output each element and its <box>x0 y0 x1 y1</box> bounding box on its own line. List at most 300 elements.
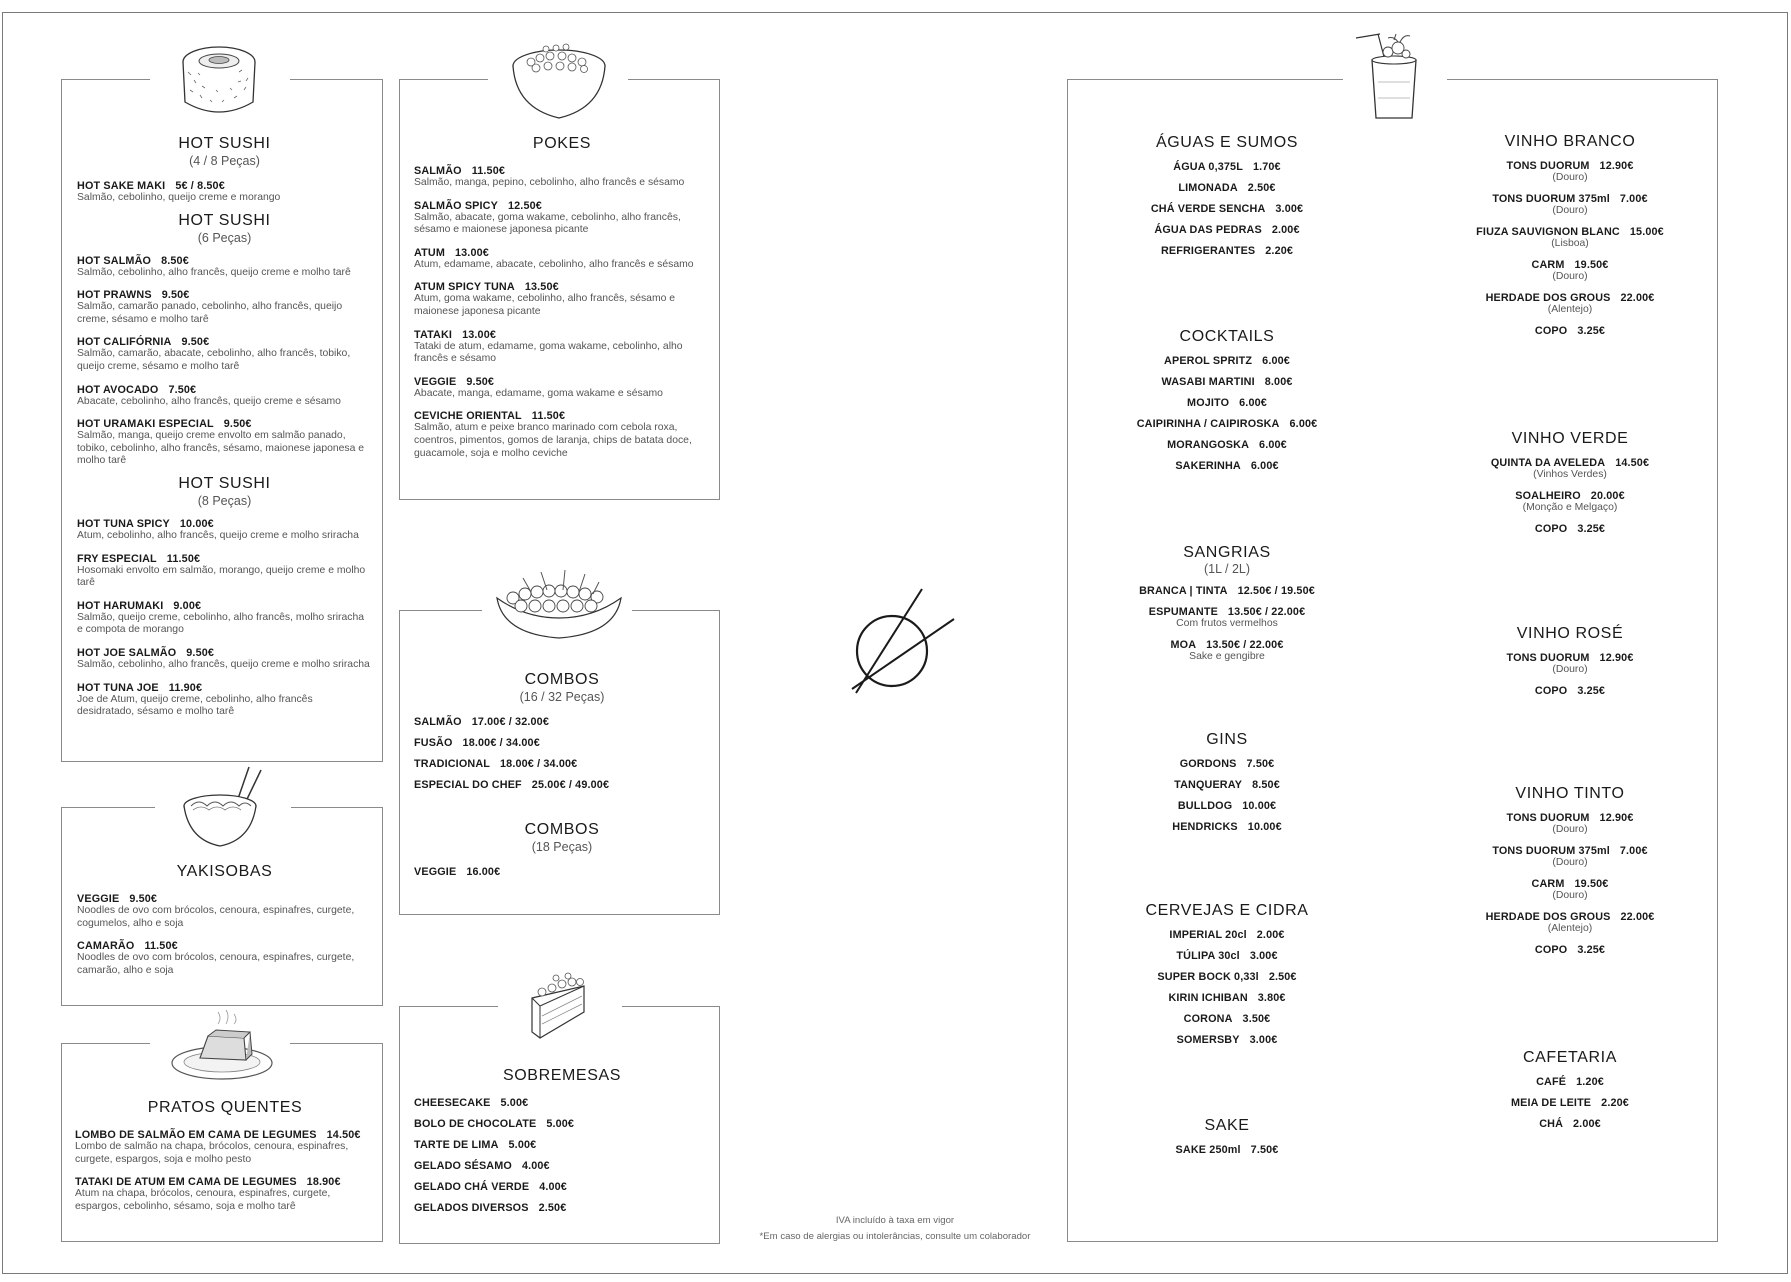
section-title: COMBOS <box>524 821 600 838</box>
item-price: 2.00€ <box>1573 1118 1601 1130</box>
item-name: CHÁ <box>1539 1118 1564 1130</box>
section-title: HOT SUSHI <box>178 211 271 229</box>
section-title: GINS <box>1206 731 1248 748</box>
item-description: Salmão, atum e peixe branco marinado com cebola roxa, coentros, pimentos, gomos de laranja, chips de batata doce, guacamole, soja e molho ceviche <box>414 422 692 459</box>
item-name: COPO <box>1534 523 1568 535</box>
menu-item <box>1450 1076 1690 1088</box>
item-price: 2.00€ <box>1256 929 1285 941</box>
menu-item <box>1107 397 1347 409</box>
cake-slice-icon <box>526 972 590 1044</box>
item-price: 14.50€ <box>326 1129 361 1141</box>
section-title: CAFETARIA <box>1522 1049 1617 1066</box>
noodle-bowl-icon <box>177 764 272 854</box>
menu-item <box>77 940 372 977</box>
tax-note: IVA incluído à taxa em vigor <box>835 1215 955 1226</box>
menu-item <box>414 779 710 791</box>
section-title: HOT SUSHI <box>178 135 271 152</box>
item-price: 7.00€ <box>1619 193 1648 205</box>
item-name: TONS DUORUM 375ml <box>1492 845 1610 857</box>
poke-bowl-icon <box>506 38 612 124</box>
section-subtitle: (6 Peças) <box>197 230 252 245</box>
menu-item <box>414 165 710 190</box>
menu-item <box>1107 758 1347 770</box>
menu-item <box>77 289 372 326</box>
menu-item <box>414 200 710 237</box>
item-description: Atum, edamame, abacate, cebolinho, alho francês e sésamo <box>414 258 694 270</box>
sushi-roll-icon <box>172 40 266 122</box>
item-price: 2.50€ <box>1247 182 1276 194</box>
item-price: 3.00€ <box>1275 203 1304 215</box>
item-price: 3.80€ <box>1257 992 1286 1004</box>
menu-item <box>414 410 710 460</box>
menu-item <box>1107 1013 1347 1025</box>
item-price: 6.00€ <box>1289 418 1318 430</box>
item-name: SALMÃO <box>414 165 462 177</box>
menu-item <box>1450 812 1690 824</box>
item-description: Salmão, cebolinho, alho francês, queijo creme e molho sriracha <box>77 658 370 670</box>
hot-sushi-panel <box>61 79 383 762</box>
pokes-panel <box>399 79 720 500</box>
section-title: COMBOS <box>524 671 600 688</box>
item-name: COPO <box>1534 944 1568 956</box>
menu-item <box>77 647 372 672</box>
item-price: 13.00€ <box>462 328 497 341</box>
menu-item <box>1450 523 1690 535</box>
item-name: GORDONS <box>1179 758 1237 770</box>
item-price: 18.90€ <box>306 1176 341 1189</box>
menu-item <box>414 737 710 749</box>
item-description: Joe de Atum, queijo creme, cebolinho, alho francês desidratado, sésamo e molho tarê <box>77 693 313 718</box>
item-description: Atum, cebolinho, alho francês, queijo creme e molho sriracha <box>77 529 359 541</box>
menu-item <box>414 1181 710 1193</box>
menu-item <box>414 376 710 401</box>
item-price: 3.00€ <box>1249 950 1278 962</box>
item-description: Salmão, queijo creme, cebolinho, alho francês, molho sriracha e compota de morango <box>77 611 365 636</box>
item-name: FIUZA SAUVIGNON BLANC <box>1476 226 1620 238</box>
item-name: CEVICHE ORIENTAL <box>414 410 522 423</box>
item-name: SAKERINHA <box>1175 460 1241 472</box>
menu-item <box>1450 160 1690 172</box>
menu-item <box>414 1097 710 1109</box>
item-price: 3.50€ <box>1242 1013 1271 1025</box>
item-description: Salmão, manga, pepino, cebolinho, alho francês e sésamo <box>414 177 685 188</box>
menu-item <box>1107 161 1347 173</box>
item-note: (Douro) <box>1552 205 1588 216</box>
menu-item <box>1450 259 1690 271</box>
menu-item <box>1107 224 1347 236</box>
menu-item <box>1107 203 1347 215</box>
item-description: Salmão, cebolinho, alho francês, queijo creme e molho tarê <box>77 266 351 278</box>
item-price: 12.50€ / 19.50€ <box>1237 585 1315 597</box>
item-name: HOT URAMAKI ESPECIAL <box>77 418 214 431</box>
hot-dish-icon <box>168 1008 276 1088</box>
menu-item <box>1450 652 1690 664</box>
item-name: REFRIGERANTES <box>1160 245 1256 257</box>
menu-item <box>414 281 710 318</box>
item-note: Sake e gengibre <box>1189 651 1265 662</box>
menu-item <box>1107 1144 1347 1156</box>
menu-item <box>414 1160 710 1172</box>
menu-item <box>414 1118 710 1130</box>
section-title: SOBREMESAS <box>502 1067 622 1084</box>
item-name: HOT SALMÃO <box>77 254 152 267</box>
item-name: VEGGIE <box>414 375 457 388</box>
item-name: WASABI MARTINI <box>1161 376 1255 388</box>
item-name: HOT TUNA JOE <box>77 681 159 694</box>
menu-item <box>75 1129 375 1166</box>
item-price: 5€ / 8.50€ <box>175 180 225 192</box>
item-price: 8.00€ <box>1264 376 1293 388</box>
item-price: 13.00€ <box>454 246 489 259</box>
item-price: 11.50€ <box>144 940 178 953</box>
item-note: (Douro) <box>1552 857 1588 868</box>
item-name: CAIPIRINHA / CAIPIROSKA <box>1136 418 1280 430</box>
item-note: Com frutos vermelhos <box>1176 618 1278 629</box>
chopsticks-logo-icon <box>846 585 958 697</box>
item-name: HOT HARUMAKI <box>77 599 164 612</box>
menu-item <box>1450 878 1690 890</box>
menu-item <box>1450 226 1690 238</box>
item-price: 7.50€ <box>1246 758 1275 770</box>
item-price: 3.25€ <box>1577 944 1606 956</box>
menu-item <box>1107 1034 1347 1046</box>
item-price: 22.00€ <box>1620 911 1655 923</box>
item-description: Tataki de atum, edamame, goma wakame, cebolinho, alho francês e sésamo <box>414 340 683 365</box>
item-price: 15.00€ <box>1629 226 1664 238</box>
section-title: POKES <box>532 135 592 152</box>
item-name: SALMÃO SPICY <box>414 199 498 212</box>
item-name: TRADICIONAL <box>414 758 491 770</box>
item-note: (Douro) <box>1552 890 1588 901</box>
item-price: 9.50€ <box>186 646 215 659</box>
menu-item <box>414 247 710 272</box>
menu-item <box>414 1202 710 1214</box>
item-name: COPO <box>1534 685 1568 697</box>
item-name: GELADOS DIVERSOS <box>414 1202 529 1214</box>
menu-item <box>77 600 372 637</box>
allergy-note: *Em caso de alergias ou intolerâncias, consulte um colaborador <box>759 1231 1031 1242</box>
menu-item <box>1107 245 1347 257</box>
item-description: Salmão, camarão panado, cebolinho, alho francês, queijo creme, sésamo e molho tarê <box>77 301 343 325</box>
combo-platter-icon <box>493 558 625 642</box>
item-name: TONS DUORUM <box>1506 812 1590 824</box>
item-price: 25.00€ / 49.00€ <box>531 779 610 791</box>
item-name: ÁGUA DAS PEDRAS <box>1154 224 1262 236</box>
item-name: TATAKI <box>414 328 453 341</box>
item-price: 3.00€ <box>1249 1034 1278 1046</box>
item-price: 20.00€ <box>1590 490 1625 502</box>
menu-item <box>1107 639 1347 651</box>
item-name: HOT SAKE MAKI <box>77 180 166 192</box>
menu-item <box>1107 800 1347 812</box>
section-title: PRATOS QUENTES <box>147 1099 303 1116</box>
menu-item <box>1107 355 1347 367</box>
item-price: 12.90€ <box>1599 812 1634 824</box>
section-title: HOT SUSHI <box>178 474 271 492</box>
item-price: 9.50€ <box>181 336 210 349</box>
item-price: 3.25€ <box>1577 523 1606 535</box>
item-name: CARM <box>1531 878 1565 890</box>
item-price: 11.50€ <box>471 165 506 177</box>
item-name: ESPUMANTE <box>1148 606 1218 618</box>
item-note: (Vinhos Verdes) <box>1533 469 1607 480</box>
item-price: 17.00€ / 32.00€ <box>471 716 549 728</box>
item-name: ATUM SPICY TUNA <box>414 281 515 294</box>
item-name: FUSÃO <box>414 737 453 749</box>
item-price: 11.50€ <box>166 552 201 565</box>
menu-item <box>1107 606 1347 618</box>
menu-item <box>414 866 710 878</box>
item-description: Salmão, camarão, abacate, cebolinho, alho francês, tobiko, queijo creme, sésamo e molho tarê <box>77 348 351 372</box>
item-price: 19.50€ <box>1574 878 1609 890</box>
section-subtitle: (8 Peças) <box>197 493 252 508</box>
section-subtitle: (18 Peças) <box>531 840 593 854</box>
item-note: (Douro) <box>1552 271 1588 282</box>
item-name: TÚLIPA 30cl <box>1176 950 1240 962</box>
item-name: FRY ESPECIAL <box>77 552 157 565</box>
item-name: TATAKI DE ATUM EM CAMA DE LEGUMES <box>75 1176 297 1189</box>
menu-item <box>1107 950 1347 962</box>
item-price: 9.50€ <box>129 893 158 905</box>
menu-item <box>77 180 372 205</box>
item-price: 6.00€ <box>1259 439 1287 451</box>
item-note: (Monção e Melgaço) <box>1522 502 1618 513</box>
menu-item <box>77 336 372 373</box>
item-price: 10.00€ <box>1247 821 1282 833</box>
item-name: CAMARÃO <box>77 940 135 953</box>
item-price: 9.50€ <box>161 289 190 302</box>
item-note: (Douro) <box>1552 172 1588 183</box>
section-subtitle: (1L / 2L) <box>1203 562 1251 576</box>
item-price: 9.00€ <box>173 599 202 612</box>
menu-item <box>1107 821 1347 833</box>
menu-item <box>75 1176 375 1213</box>
menu-item <box>1107 182 1347 194</box>
item-name: QUINTA DA AVELEDA <box>1490 457 1606 469</box>
item-price: 1.70€ <box>1252 161 1281 173</box>
item-price: 7.50€ <box>168 383 197 396</box>
item-description: Hosomaki envolto em salmão, morango, queijo creme e molho tarê <box>77 564 366 589</box>
item-price: 3.25€ <box>1577 325 1606 337</box>
menu-item <box>77 553 372 590</box>
menu-item <box>1450 911 1690 923</box>
menu-item <box>77 384 372 409</box>
item-name: APEROL SPRITZ <box>1164 355 1253 367</box>
item-name: TONS DUORUM <box>1506 652 1590 664</box>
item-name: TONS DUORUM <box>1506 160 1590 172</box>
item-price: 10.00€ <box>1242 800 1277 812</box>
item-price: 11.90€ <box>168 681 203 694</box>
item-name: LIMONADA <box>1178 182 1238 194</box>
item-name: MEIA DE LEITE <box>1511 1097 1592 1109</box>
menu-item <box>1107 376 1347 388</box>
item-description: Noodles de ovo com brócolos, cenoura, espinafres, curgete, cogumelos, alho e soja <box>77 905 355 929</box>
menu-item <box>1450 1097 1690 1109</box>
combos-panel <box>399 610 720 915</box>
item-price: 2.20€ <box>1265 245 1294 257</box>
item-price: 13.50€ / 22.00€ <box>1227 606 1306 618</box>
item-name: MORANGOSKA <box>1167 439 1250 451</box>
item-name: HOT JOE SALMÃO <box>77 646 177 659</box>
item-name: HERDADE DOS GROUS <box>1485 911 1611 923</box>
item-price: 13.50€ / 22.00€ <box>1206 639 1284 651</box>
item-price: 3.25€ <box>1577 685 1606 697</box>
item-price: 5.00€ <box>546 1118 575 1130</box>
item-name: GELADO SÉSAMO <box>414 1160 512 1172</box>
item-price: 12.90€ <box>1599 160 1634 172</box>
item-name: SALMÃO <box>414 716 462 728</box>
item-price: 2.20€ <box>1601 1097 1629 1109</box>
menu-item <box>414 329 710 366</box>
item-description: Atum, goma wakame, cebolinho, alho francês, sésamo e maionese japonesa picante <box>414 293 676 317</box>
menu-item <box>1450 685 1690 697</box>
item-description: Salmão, abacate, goma wakame, cebolinho, alho francês, sésamo e maionese japonesa picante <box>414 211 681 236</box>
menu-item <box>1450 292 1690 304</box>
item-name: HOT AVOCADO <box>77 383 159 396</box>
menu-item <box>1107 779 1347 791</box>
menu-item <box>1450 1118 1690 1130</box>
item-name: ATUM <box>414 246 445 259</box>
item-description: Atum na chapa, brócolos, cenoura, espinafres, curgete, espargos, cebolinho, sésamo, soja e molho tarê <box>75 1188 331 1212</box>
item-description: Noodles de ovo com brócolos, cenoura, espinafres, curgete, camarão, alho e soja <box>77 952 355 976</box>
item-name: HOT TUNA SPICY <box>77 517 170 530</box>
item-price: 7.00€ <box>1619 845 1648 857</box>
item-name: CARM <box>1531 259 1565 271</box>
item-price: 13.50€ <box>524 281 559 294</box>
section-title: CERVEJAS E CIDRA <box>1145 902 1309 919</box>
menu-item <box>77 682 372 719</box>
item-price: 6.00€ <box>1262 355 1290 367</box>
item-note: (Lisboa) <box>1551 238 1589 249</box>
item-price: 16.00€ <box>466 866 501 878</box>
item-name: BOLO DE CHOCOLATE <box>414 1118 537 1130</box>
section-title: VINHO ROSÉ <box>1516 625 1624 642</box>
item-name: IMPERIAL 20cl <box>1169 929 1247 941</box>
item-price: 7.50€ <box>1250 1144 1279 1156</box>
item-name: TONS DUORUM 375ml <box>1492 193 1610 205</box>
item-name: SUPER BOCK 0,33l <box>1157 971 1259 983</box>
menu-item <box>77 255 372 280</box>
item-name: MOA <box>1170 639 1197 651</box>
menu-item <box>1107 929 1347 941</box>
item-price: 6.00€ <box>1239 397 1267 409</box>
menu-item <box>1450 845 1690 857</box>
item-price: 2.50€ <box>1268 971 1297 983</box>
item-price: 10.00€ <box>179 517 214 530</box>
item-price: 9.50€ <box>223 418 252 431</box>
section-title: YAKISOBAS <box>176 863 273 880</box>
item-price: 12.50€ <box>507 199 542 212</box>
menu-item <box>414 1139 710 1151</box>
item-name: HENDRICKS <box>1172 821 1238 833</box>
item-name: CHEESECAKE <box>414 1097 491 1109</box>
item-price: 4.00€ <box>521 1160 550 1172</box>
item-description: Abacate, manga, edamame, goma wakame e sésamo <box>414 387 663 399</box>
item-price: 18.00€ / 34.00€ <box>500 758 578 770</box>
cocktail-glass-icon <box>1354 32 1434 124</box>
item-price: 5.00€ <box>500 1097 529 1109</box>
menu-item <box>1107 439 1347 451</box>
item-name: VEGGIE <box>77 893 120 905</box>
menu-item <box>1107 418 1347 430</box>
item-price: 12.90€ <box>1599 652 1634 664</box>
item-name: TARTE DE LIMA <box>414 1139 499 1151</box>
menu-item <box>1107 585 1347 597</box>
item-price: 18.00€ / 34.00€ <box>462 737 540 749</box>
menu-item <box>1450 944 1690 956</box>
section-subtitle: (16 / 32 Peças) <box>519 690 605 704</box>
menu-item <box>77 893 372 930</box>
item-price: 4.00€ <box>539 1181 567 1193</box>
item-price: 6.00€ <box>1250 460 1279 472</box>
item-note: (Douro) <box>1552 664 1588 675</box>
item-name: TANQUERAY <box>1174 779 1243 791</box>
item-price: 14.50€ <box>1615 457 1650 469</box>
item-name: ESPECIAL DO CHEF <box>414 779 522 791</box>
item-name: LOMBO DE SALMÃO EM CAMA DE LEGUMES <box>75 1129 317 1141</box>
item-price: 8.50€ <box>161 254 189 267</box>
section-title: VINHO BRANCO <box>1504 133 1636 150</box>
menu-item <box>1450 457 1690 469</box>
item-name: CAFÉ <box>1536 1076 1567 1088</box>
item-name: VEGGIE <box>414 866 457 878</box>
item-price: 2.00€ <box>1271 224 1300 236</box>
item-note: (Douro) <box>1552 824 1588 835</box>
section-subtitle: (4 / 8 Peças) <box>189 154 260 168</box>
item-note: (Alentejo) <box>1547 304 1593 315</box>
item-name: SAKE 250ml <box>1175 1144 1241 1156</box>
item-name: COPO <box>1534 325 1568 337</box>
item-description: Abacate, cebolinho, alho francês, queijo creme e sésamo <box>77 395 341 407</box>
menu-item <box>1107 992 1347 1004</box>
item-name: GELADO CHÁ VERDE <box>414 1181 530 1193</box>
item-description: Salmão, manga, queijo creme envolto em salmão panado, tobiko, cebolinho, alho francês, sésamo, maionese japonesa e molho tarê <box>77 430 365 467</box>
menu-item <box>1107 460 1347 472</box>
item-price: 9.50€ <box>466 375 495 388</box>
item-name: SOALHEIRO <box>1515 490 1581 502</box>
section-title: VINHO TINTO <box>1515 785 1625 802</box>
section-title: SAKE <box>1204 1117 1250 1134</box>
menu-item <box>1450 193 1690 205</box>
item-name: HOT CALIFÓRNIA <box>77 336 172 349</box>
item-name: BRANCA | TINTA <box>1139 585 1228 597</box>
section-title: VINHO VERDE <box>1511 430 1629 447</box>
item-name: KIRIN ICHIBAN <box>1168 992 1248 1004</box>
item-note: (Alentejo) <box>1547 923 1593 934</box>
section-title: ÁGUAS E SUMOS <box>1155 134 1299 151</box>
item-price: 5.00€ <box>508 1139 537 1151</box>
item-name: ÁGUA 0,375L <box>1173 161 1243 173</box>
item-price: 11.50€ <box>531 410 566 423</box>
item-price: 2.50€ <box>538 1202 567 1214</box>
item-name: HERDADE DOS GROUS <box>1485 292 1611 304</box>
item-name: CHÁ VERDE SENCHA <box>1150 203 1266 215</box>
item-price: 22.00€ <box>1620 292 1655 304</box>
item-description: Lombo de salmão na chapa, brócolos, cenoura, espinafres, curgete, espargos, soja e molho pesto <box>75 1141 349 1165</box>
item-price: 8.50€ <box>1252 779 1280 791</box>
menu-item <box>1450 490 1690 502</box>
item-name: CORONA <box>1183 1013 1233 1025</box>
item-name: SOMERSBY <box>1176 1034 1240 1046</box>
section-title: COCKTAILS <box>1179 328 1275 345</box>
menu-item <box>1450 325 1690 337</box>
menu-item <box>77 418 372 468</box>
section-title: SANGRIAS <box>1183 544 1271 561</box>
item-name: HOT PRAWNS <box>77 289 152 302</box>
menu-item <box>1107 971 1347 983</box>
menu-item <box>414 716 710 728</box>
item-name: BULLDOG <box>1177 800 1233 812</box>
